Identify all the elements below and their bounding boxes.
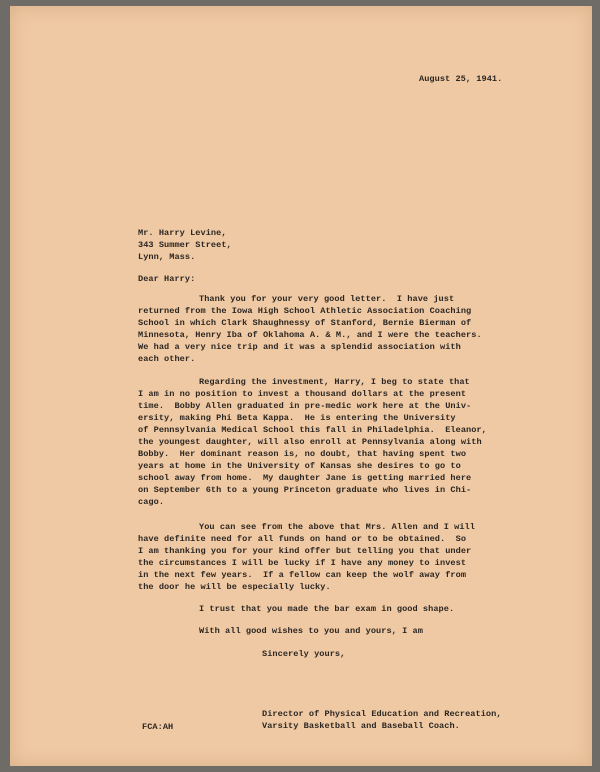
paragraph-3-line-3: I am thanking you for your kind offer but telling you that under [138,546,472,556]
letter-page [10,6,592,766]
paragraph-2-line-5: of Pennsylvania Medical School this fall in Philadelphia. Eleanor, [138,425,487,435]
paragraph-1-line-2: returned from the Iowa High School Athletic Association Coaching [138,306,472,316]
paragraph-2-line-4: ersity, making Phi Beta Kappa. He is entering the University [138,413,456,423]
paragraph-1-line-6: each other. [138,354,196,364]
paragraph-1-line-3: School in which Clark Shaughnessy of Stanford, Bernie Bierman of [138,318,472,328]
paragraph-2-line-8: years at home in the University of Kansas she desires to go to [138,461,461,471]
paragraph-4-line-1: I trust that you made the bar exam in good shape. [199,604,455,614]
paragraph-2-line-2: I am in no position to invest a thousand dollars at the present [138,389,467,399]
recipient-city: Lynn, Mass. [138,252,196,262]
recipient-name: Mr. Harry Levine, [138,228,227,238]
paragraph-1-line-4: Minnesota, Henry Iba of Oklahoma A. & M., and I were the teachers. [138,330,482,340]
paragraph-2-line-10: on September 6th to a young Princeton graduate who lives in Chi- [138,485,472,495]
closing: Sincerely yours, [262,649,346,659]
paragraph-2-line-6: the youngest daughter, will also enroll at Pennsylvania along with [138,437,482,447]
paragraph-3-line-5: in the next few years. If a fellow can keep the wolf away from [138,570,467,580]
salutation: Dear Harry: [138,274,196,284]
letter-body [10,6,592,766]
recipient-street: 343 Summer Street, [138,240,232,250]
paragraph-2-line-7: Bobby. Her dominant reason is, no doubt, that having spent two [138,449,467,459]
paragraph-3-line-2: have definite need for all funds on hand or to be obtained. So [138,534,467,544]
paragraph-2-line-1: Regarding the investment, Harry, I beg to state that [199,377,470,387]
letter-date: August 25, 1941. [419,74,503,84]
paragraph-5-line-1: With all good wishes to you and yours, I am [199,626,423,636]
paragraph-1-line-5: We had a very nice trip and it was a splendid association with [138,342,461,352]
paragraph-2-line-9: school away from home. My daughter Jane is getting married here [138,473,472,483]
signature-title-2: Varsity Basketball and Baseball Coach. [262,721,460,731]
paragraph-2-line-3: time. Bobby Allen graduated in pre-medic work here at the Univ- [138,401,472,411]
paragraph-3-line-6: the door he will be especially lucky. [138,582,331,592]
paragraph-1-line-1: Thank you for your very good letter. I have just [199,294,455,304]
typist-initials: FCA:AH [142,722,174,732]
paragraph-2-line-11: cago. [138,497,165,507]
signature-title-1: Director of Physical Education and Recreation, [262,709,502,719]
paragraph-3-line-1: You can see from the above that Mrs. Allen and I will [199,522,475,532]
paragraph-3-line-4: the circumstances I will be lucky if I have any money to invest [138,558,467,568]
